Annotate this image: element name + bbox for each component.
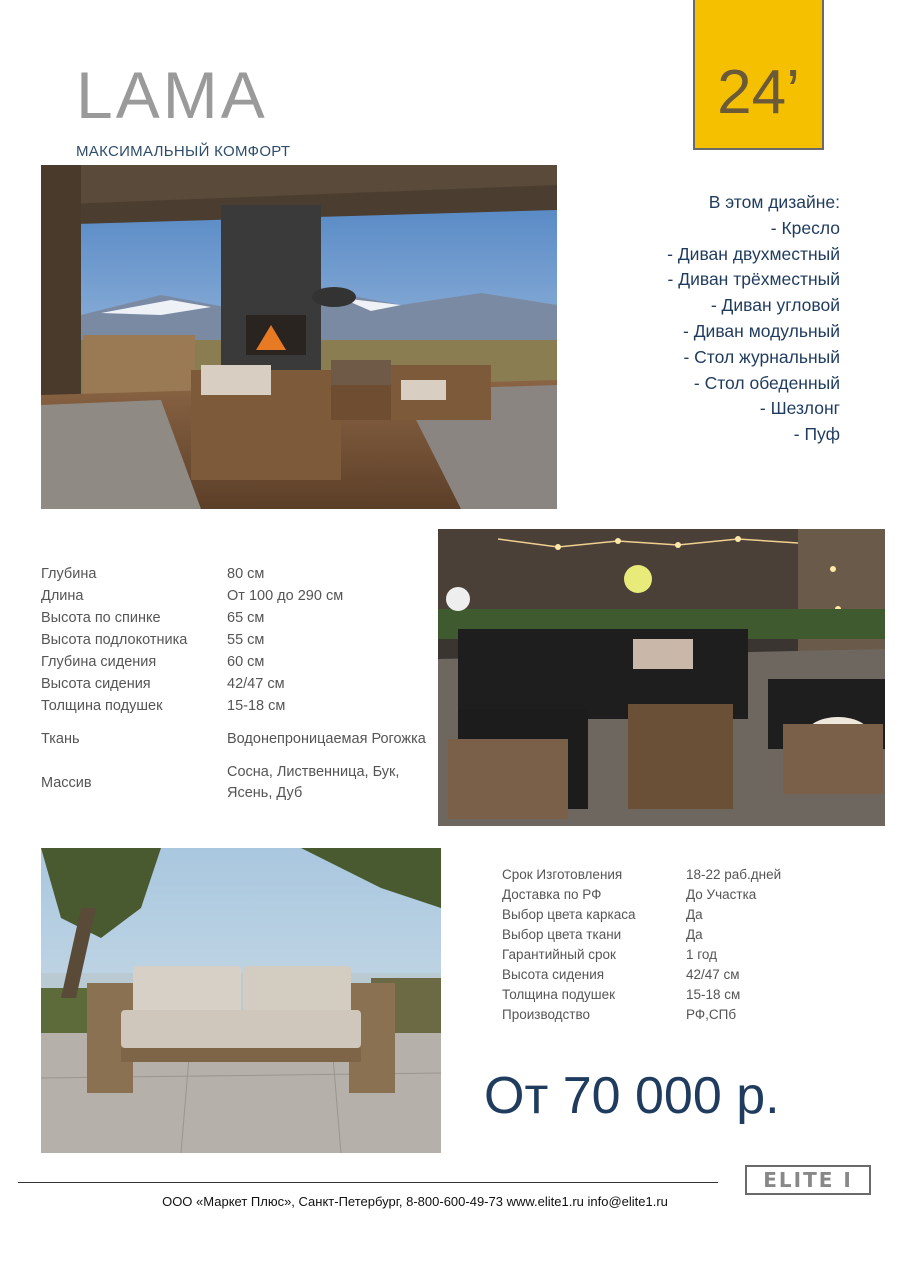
price: От 70 000 р. [484, 1067, 780, 1125]
order-info-table [502, 865, 781, 1025]
info-row [502, 945, 781, 965]
info-row [502, 965, 781, 985]
design-list-heading: В этом дизайне: [708, 192, 840, 212]
product-subtitle: МАКСИМАЛЬНЫЙ КОМФОРТ [76, 143, 291, 160]
info-row [502, 865, 781, 885]
spec-label: Высота подлокотника [41, 631, 188, 648]
info-value: 1 год [686, 947, 717, 962]
info-value: До Участка [686, 887, 757, 902]
spec-row [41, 585, 432, 607]
design-list [667, 190, 840, 448]
design-list-item: - Диван модульный [683, 320, 840, 341]
design-list-item: - Диван трёхместный [667, 269, 840, 290]
spec-value: 80 см [227, 565, 265, 582]
footer-divider [18, 1182, 718, 1183]
spec-label: Глубина сидения [41, 653, 157, 670]
design-list-item: - Пуф [793, 424, 840, 445]
product-title: LAMA [76, 58, 268, 132]
info-label: Срок Изготовления [502, 867, 623, 882]
info-label: Производство [502, 1007, 591, 1022]
footer-contacts: ООО «Маркет Плюс», Санкт-Петербург, 8-800-600-49-73 www.elite1.ru info@elite1.ru [162, 1194, 668, 1209]
spec-label: Длина [41, 587, 84, 604]
spec-label: Высота по спинке [41, 609, 161, 626]
design-list-item: - Стол обеденный [693, 372, 840, 393]
spec-row [41, 563, 432, 585]
info-value: 15-18 см [686, 987, 741, 1002]
info-label: Доставка по РФ [502, 887, 602, 902]
info-row [502, 1005, 781, 1025]
brand-logo-text: ELITE I [763, 1168, 853, 1192]
spec-label: Ткань [41, 730, 80, 747]
patio-photo [438, 529, 885, 826]
spec-value: Водонепроницаемая Рогожка [227, 730, 426, 747]
info-row [502, 885, 781, 905]
info-label: Толщина подушек [502, 987, 616, 1002]
spec-value: От 100 до 290 см [227, 587, 344, 604]
spec-row [41, 717, 432, 761]
spec-row [41, 695, 432, 717]
spec-label: Толщина подушек [41, 697, 163, 714]
design-list-item: - Диван угловой [710, 295, 840, 316]
info-label: Высота сидения [502, 967, 605, 982]
spec-row [41, 761, 432, 805]
design-list-item: - Шезлонг [759, 398, 840, 419]
info-value: 42/47 см [686, 967, 740, 982]
info-row [502, 985, 781, 1005]
spec-label: Глубина [41, 565, 97, 582]
design-list-item: - Кресло [770, 217, 840, 238]
brand-logo [745, 1165, 871, 1195]
spec-row [41, 673, 432, 695]
info-label: Выбор цвета ткани [502, 927, 622, 942]
spec-value: 65 см [227, 609, 265, 626]
spec-value: Сосна, Лиственница, Бук, Ясень, Дуб [227, 764, 400, 801]
info-label: Выбор цвета каркаса [502, 907, 636, 922]
spec-label: Высота сидения [41, 675, 151, 692]
info-label: Гарантийный срок [502, 947, 616, 962]
spec-value: 15-18 см [227, 697, 286, 714]
info-value: 18-22 раб.дней [686, 867, 782, 882]
info-value: РФ,СПб [686, 1007, 737, 1022]
spec-value: 42/47 см [227, 675, 285, 692]
terrace-photo [41, 165, 557, 509]
dimensions-table [41, 563, 432, 805]
design-list-item: - Стол журнальный [683, 346, 840, 367]
sofa-photo [41, 848, 441, 1153]
info-row [502, 905, 781, 925]
spec-value: 60 см [227, 653, 265, 670]
spec-label: Массив [41, 774, 92, 791]
info-value: Да [686, 927, 703, 942]
spec-row [41, 607, 432, 629]
info-value: Да [686, 907, 703, 922]
design-list-item: - Диван двухместный [667, 243, 840, 264]
size-badge [693, 0, 824, 150]
spec-row [41, 629, 432, 651]
spec-row [41, 651, 432, 673]
info-row [502, 925, 781, 945]
spec-value: 55 см [227, 631, 265, 648]
size-badge-text: 24’ [717, 58, 800, 127]
